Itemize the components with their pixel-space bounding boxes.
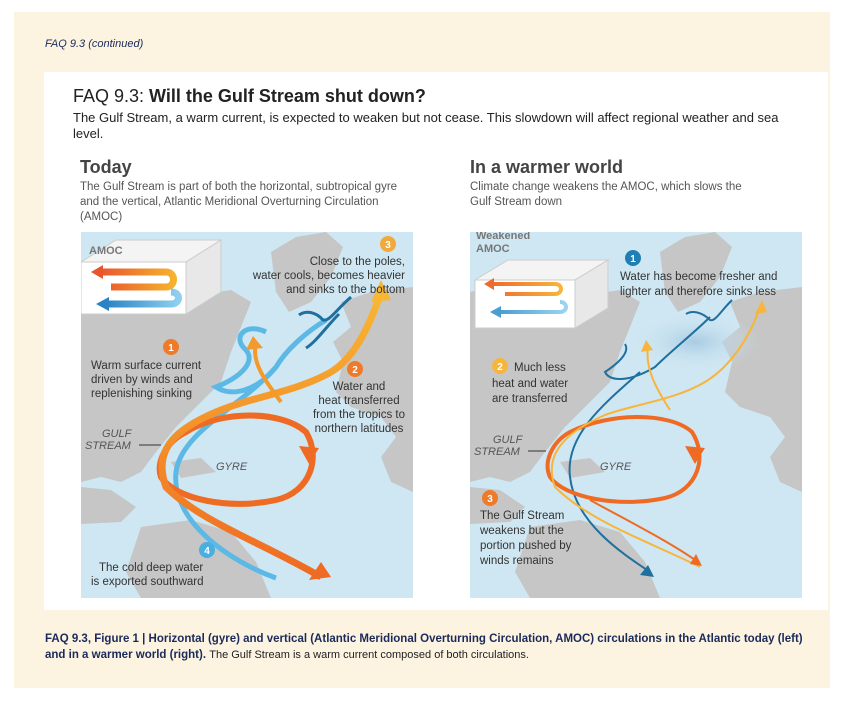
faq-subtitle: The Gulf Stream, a warm current, is expected to weaken but not cease. This slowdown will affect regional weather and sea level. <box>73 110 779 141</box>
left-heading: Today <box>80 157 132 177</box>
callout-1-right-line-2: lighter and therefore sinks less <box>620 286 776 298</box>
callout-3-right-line-1: The Gulf Stream <box>480 510 565 522</box>
callout-4-left-line-2: is exported southward <box>91 576 204 588</box>
gyre-label-left: GYRE <box>216 461 248 473</box>
left-map <box>81 232 413 598</box>
callout-3-right-line-3: portion pushed by <box>480 540 572 552</box>
gulf-label-left-2: STREAM <box>85 440 131 452</box>
callout-1-left-line-2: driven by winds and <box>91 374 193 386</box>
callout-2-left-line-2: heat transferred <box>318 395 400 407</box>
amoc-label-right-2: AMOC <box>476 243 510 255</box>
faq-title <box>73 86 426 107</box>
amoc-label-left: AMOC <box>89 245 123 257</box>
callout-4-left-num: 4 <box>204 546 210 557</box>
caption-bold: FAQ 9.3, Figure 1 | Horizontal (gyre) and vertical (Atlantic Meridional Overturning Circulation, AMOC) circulations in the Atlantic today (left) and in a warmer world (right). <box>45 633 803 661</box>
callout-1-left-line-3: replenishing sinking <box>91 388 193 400</box>
callout-2-right <box>492 358 568 405</box>
callout-2-left-line-3: from the tropics to <box>312 409 406 421</box>
callout-2-right-num: 2 <box>497 362 503 373</box>
callout-3-left-line-2: water cools, becomes heavier <box>252 270 405 282</box>
gulf-label-right-2: STREAM <box>474 446 520 458</box>
callout-3-left-line-3: and sinks to the bottom <box>286 284 405 296</box>
faq-title-prefix: FAQ 9.3: <box>73 86 150 106</box>
callout-1-right-num: 1 <box>630 254 636 265</box>
callout-3-left-num: 3 <box>385 240 391 251</box>
callout-3-right-line-4: winds remains <box>480 555 554 567</box>
callout-2-right-line-1: Much less <box>514 362 566 374</box>
right-description: Climate change weakens the AMOC, which slows the Gulf Stream down <box>470 181 742 208</box>
amoc-box-right <box>475 260 608 328</box>
callout-2-left-line-4: northern latitudes <box>314 423 404 435</box>
left-description: The Gulf Stream is part of both the horizontal, subtropical gyre and the vertical, Atlantic Meridional Overturning Circulation (AMOC) <box>80 181 398 223</box>
callout-2-right-line-3: are transferred <box>492 393 568 405</box>
caption-rest: The Gulf Stream is a warm current composed of both circulations. <box>209 649 529 661</box>
callout-2-left-num: 2 <box>352 365 358 376</box>
callout-1-left-num: 1 <box>168 343 174 354</box>
faq-title-question: Will the Gulf Stream shut down? <box>149 86 426 106</box>
gyre-label-right: GYRE <box>600 461 632 473</box>
freshwater-patch <box>630 312 760 372</box>
callout-1-right-line-1: Water has become fresher and <box>620 271 778 283</box>
gulf-label-left-1: GULF <box>102 428 132 440</box>
callout-1-left-line-1: Warm surface current <box>91 360 202 372</box>
callout-3-right-line-2: weakens but the <box>480 525 564 537</box>
right-map <box>470 232 802 598</box>
right-heading: In a warmer world <box>470 157 624 177</box>
running-head: FAQ 9.3 (continued) <box>45 38 144 50</box>
callout-2-right-line-2: heat and water <box>492 378 569 390</box>
callout-2-left-line-1: Water and <box>332 381 386 393</box>
amoc-label-right-1: Weakened <box>476 232 531 242</box>
gulf-label-right-1: GULF <box>493 434 523 446</box>
callout-4-left-line-1: The cold deep water <box>99 562 204 574</box>
figure-caption <box>45 631 805 663</box>
callout-3-right-num: 3 <box>487 494 493 505</box>
callout-3-left-line-1: Close to the poles, <box>309 256 405 268</box>
